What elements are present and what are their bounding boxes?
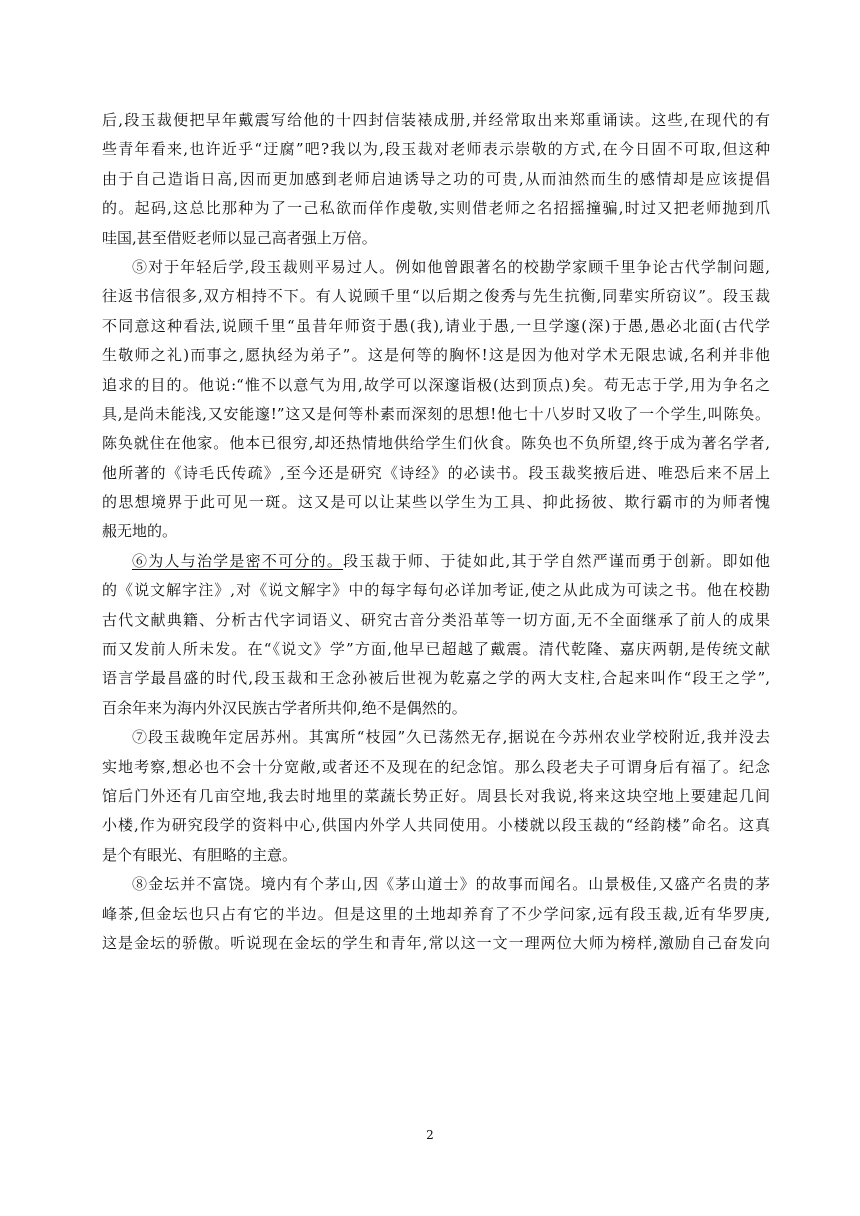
text-line: 峰茶,但金坛也只占有它的半边。但是这里的土地却养育了不少学问家,远有段玉裁,近有华罗庚, [102, 904, 770, 923]
text-line: 不同意这种看法,说顾千里“虽昔年师资于愚(我),请业于愚,一旦学邃(深)于愚,愚必北面(古代学 [102, 316, 770, 335]
text-line: 馆后门外还有几亩空地,我去时地里的菜蔬长势正好。周县长对我说,将来这块空地上要建起几间 [102, 786, 770, 805]
paragraph-8-first-line: ⑧金坛并不富饶。境内有个茅山,因《茅山道士》的故事而闻名。山景极佳,又盛产名贵的茅 [132, 875, 770, 894]
paragraph-5-first-line: ⑤对于年轻后学,段玉裁则平易过人。例如他曾跟著名的校勘学家顾千里争论古代学制问题, [132, 257, 770, 276]
paragraph-6-first-line [102, 547, 770, 576]
text-line: 实地考察,想必也不会十分宽敞,或者还不及现在的纪念馆。那么段老夫子可谓身后有福了。纪念 [102, 757, 770, 776]
text-line: 后,段玉裁便把早年戴震写给他的十四封信装裱成册,并经常取出来郑重诵读。这些,在现代的有 [102, 111, 770, 129]
text-line: 赧无地的。 [102, 522, 178, 541]
text-span: 段玉裁于师、于徒如此,其于学自然严谨而勇于创新。即如他 [343, 551, 770, 570]
text-line: 追求的目的。他说:“惟不以意气为用,故学可以深邃诣极(达到顶点)矣。苟无志于学,用为争名之 [102, 375, 770, 394]
underlined-phrase: ⑥为人与治学是密不可分的。 [132, 551, 344, 570]
text-line: 小楼,作为研究段学的资料中心,供国内外学人共同使用。小楼就以段玉裁的“经韵楼”命名。这真 [102, 816, 770, 835]
text-line: 些青年看来,也许近乎“迂腐”吧?我以为,段玉裁对老师表示崇敬的方式,在今日固不可取,但这种 [102, 140, 770, 159]
text-line: 往返书信很多,双方相持不下。有人说顾千里“以后期之俊秀与先生抗衡,同辈实所窃议”。段玉裁 [102, 287, 770, 306]
text-line: 这是金坛的骄傲。听说现在金坛的学生和青年,常以这一文一理两位大师为榜样,激励自己奋发向 [102, 933, 770, 952]
text-line: 陈奂就住在他家。他本已很穷,却还热情地供给学生们伙食。陈奂也不负所望,终于成为著名学者, [102, 434, 770, 453]
text-line: 是个有眼光、有胆略的主意。 [102, 845, 298, 864]
text-line: 他所著的《诗毛氏传疏》,至今还是研究《诗经》的必读书。段玉裁奖掖后进、唯恐后来不居上 [102, 463, 770, 482]
article-body [102, 106, 770, 958]
text-line: 由于自己造诣日高,因而更加感到老师启迪诱导之功的可贵,从而油然而生的感情却是应该提倡 [102, 169, 770, 188]
text-line: 哇国,甚至借贬老师以显己高者强上万倍。 [102, 228, 377, 247]
text-line: 的。起码,这总比那种为了一己私欲而佯作虔敬,实则借老师之名招摇撞骗,时过又把老师抛到爪 [102, 199, 770, 218]
text-line: 生敬师之礼)而事之,愿执经为弟子”。这是何等的胸怀!这是因为他对学术无限忠诚,名利并非他 [102, 346, 770, 365]
text-line: 具,是尚未能浅,又安能邃!”这又是何等朴素而深刻的思想!他七十八岁时又收了一个学生,叫陈奂。 [102, 404, 770, 423]
text-line: 而又发前人所未发。在“《说文》学”方面,他早已超越了戴震。清代乾隆、嘉庆两朝,是传统文献 [102, 640, 770, 659]
page-number: 2 [426, 1128, 434, 1142]
text-line: 语言学最昌盛的时代,段玉裁和王念孙被后世视为乾嘉之学的两大支柱,合起来叫作“段王之学”, [102, 669, 770, 688]
text-line: 古代文献典籍、分析古代字词语义、研究古音分类沿革等一切方面,无不全面继承了前人的成果 [102, 610, 770, 629]
text-line: 的思想境界于此可见一斑。这又是可以让某些以学生为工具、抑此扬彼、欺行霸市的为师者愧 [102, 493, 770, 512]
text-line: 的《说文解字注》,对《说文解字》中的每字每句必详加考证,使之从此成为可读之书。他在校勘 [102, 581, 770, 600]
text-line: 百余年来为海内外汉民族古学者所共仰,绝不是偶然的。 [102, 698, 467, 717]
paragraph-7-first-line: ⑦段玉裁晚年定居苏州。其寓所“枝园”久已荡然无存,据说在今苏州农业学校附近,我并没去 [132, 728, 770, 747]
